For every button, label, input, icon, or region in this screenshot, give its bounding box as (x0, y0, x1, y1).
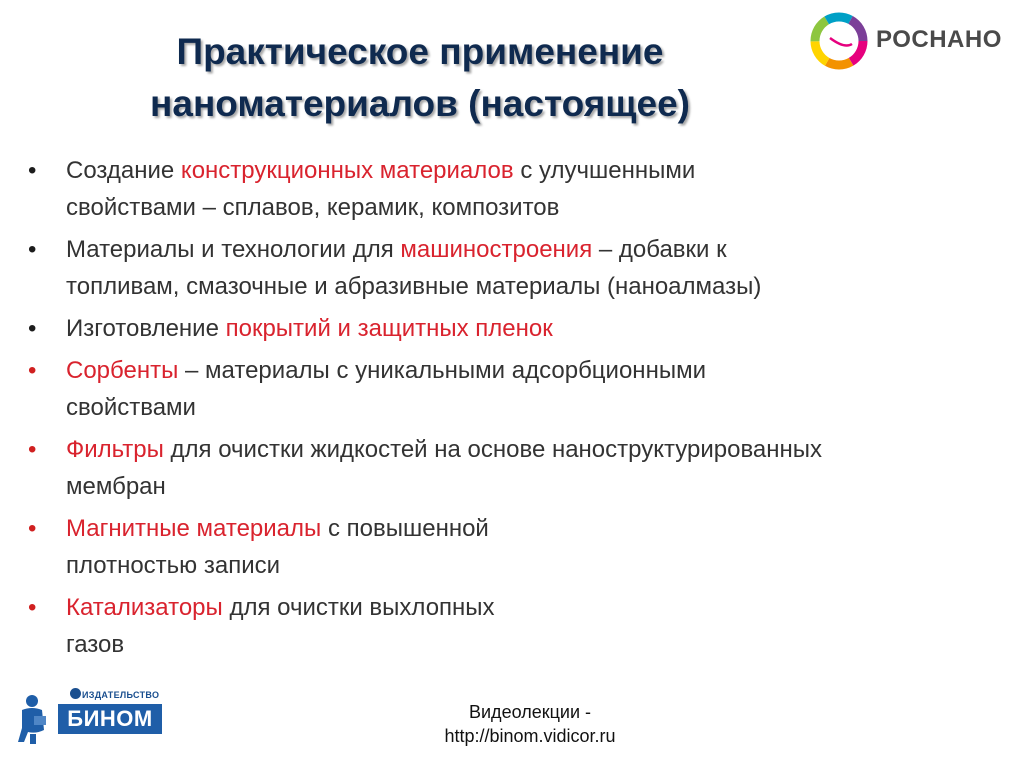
item-highlight: покрытий и защитных пленок (225, 315, 553, 342)
item-line-1 (66, 231, 988, 268)
list-item (28, 231, 988, 305)
binom-logo (14, 684, 164, 748)
item-highlight: Сорбенты (66, 357, 179, 384)
item-text: для очистки выхлопных (222, 594, 495, 621)
bullet-dot: • (28, 594, 37, 621)
bullet-dot: • (28, 515, 37, 542)
item-line-2: плотностью записи (66, 552, 281, 579)
item-text: с улучшенными (513, 157, 696, 184)
title-line-1: Практическое применение (176, 31, 664, 72)
item-text: Создание (66, 157, 181, 184)
item-line-2: газов (66, 631, 125, 658)
list-item (28, 152, 988, 226)
publisher-label: ИЗДАТЕЛЬСТВО (82, 690, 160, 700)
item-line-2: свойствами – сплавов, керамик, композитов (66, 194, 560, 221)
item-text: Материалы и технологии для (66, 236, 401, 263)
item-text: – добавки к (592, 236, 727, 263)
item-line-2: мембран (66, 473, 166, 500)
item-text: – материалы с уникальными адсорбционными (178, 357, 706, 384)
slide-title (60, 26, 780, 130)
list-item (28, 310, 988, 347)
footer-credit (380, 700, 680, 748)
item-highlight: Магнитные материалы (66, 515, 322, 542)
footer-line-1: Видеолекции - (469, 702, 591, 722)
bullet-dot: • (28, 157, 37, 184)
footer-url: http://binom.vidicor.ru (444, 726, 616, 746)
item-line-1 (66, 431, 988, 468)
bullet-list (28, 152, 988, 668)
list-item (28, 352, 988, 426)
item-line-1 (66, 310, 988, 347)
rosnano-ring-icon (808, 10, 870, 72)
item-line-1 (66, 589, 988, 626)
item-text: с повышенной (321, 515, 489, 542)
bullet-dot: • (28, 436, 37, 463)
binom-wordmark: БИНОМ (58, 704, 162, 734)
list-item (28, 510, 988, 584)
item-text: для очистки жидкостей на основе наноструктурированных (163, 436, 823, 463)
item-line-1 (66, 352, 988, 389)
bullet-dot: • (28, 357, 37, 384)
bullet-dot: • (28, 236, 37, 263)
item-line-1 (66, 152, 988, 189)
item-highlight: Катализаторы (66, 594, 223, 621)
item-highlight: Фильтры (66, 436, 164, 463)
publisher-mark-icon (70, 688, 81, 699)
item-highlight: машиностроения (400, 236, 593, 263)
bullet-dot: • (28, 315, 37, 342)
list-item (28, 589, 988, 663)
item-line-2: свойствами (66, 394, 196, 421)
reader-figure-icon (14, 694, 50, 746)
item-line-2: топливам, смазочные и абразивные материалы (наноалмазы) (66, 273, 762, 300)
item-text: Изготовление (66, 315, 226, 342)
item-highlight: конструкционных материалов (180, 157, 514, 184)
item-line-1 (66, 510, 988, 547)
list-item (28, 431, 988, 505)
rosnano-wordmark: РОСНАНО (876, 26, 1002, 53)
rosnano-logo (808, 10, 1018, 76)
title-line-2: наноматериалов (настоящее) (150, 83, 690, 124)
